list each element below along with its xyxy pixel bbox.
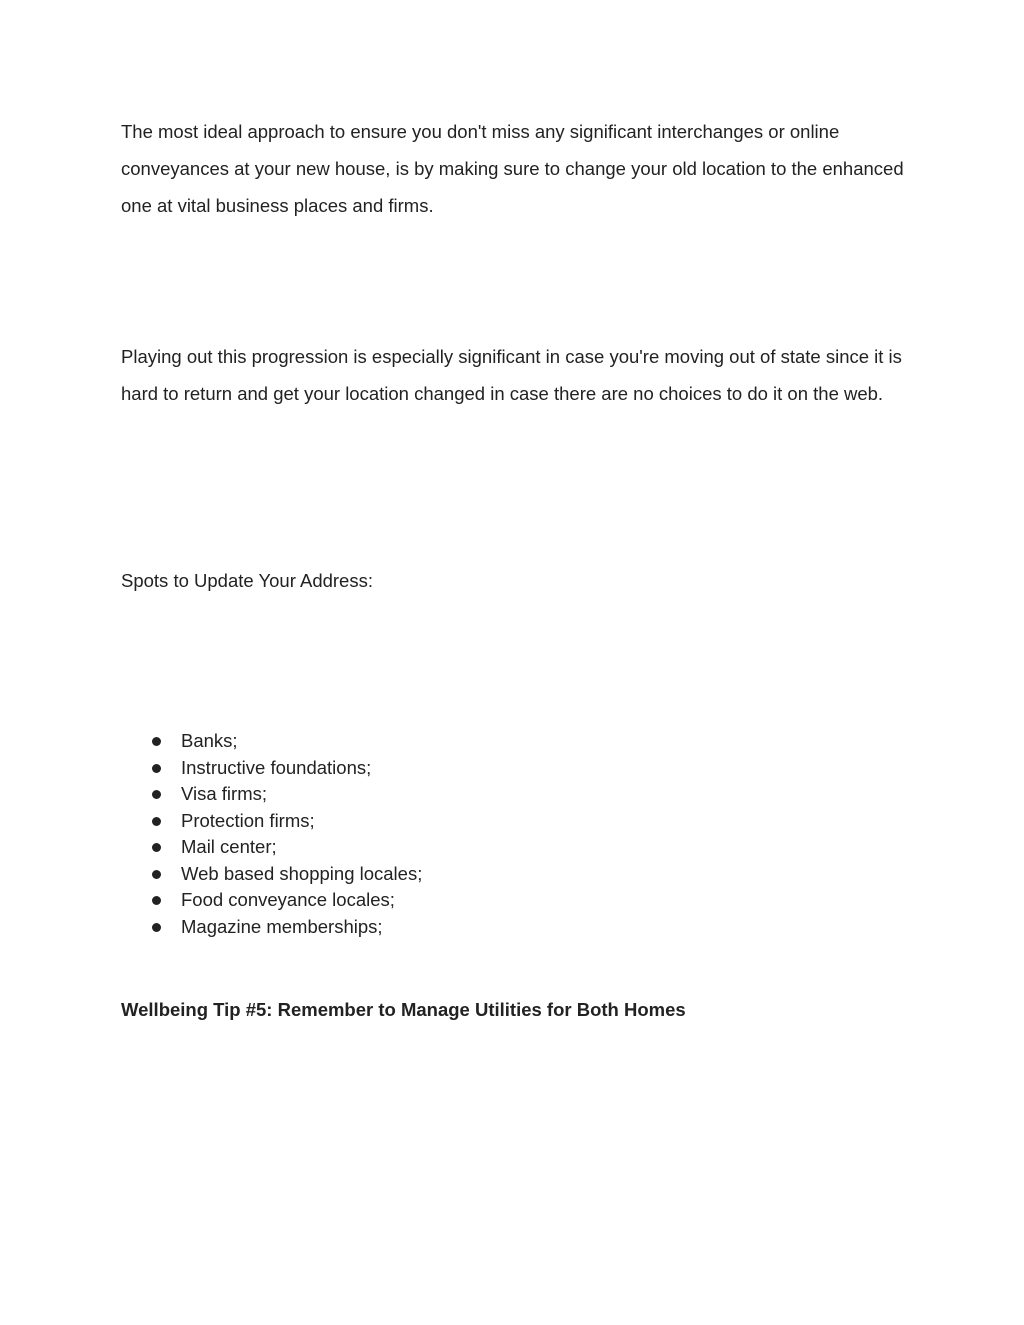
list-item: [121, 887, 422, 914]
list-item-text: Instructive foundations;: [181, 756, 372, 778]
list-item: [121, 781, 422, 808]
paragraph-address-change: The most ideal approach to ensure you don't miss any significant interchanges or online conveyances at your new house, is by making sure to change your old location to the enhanced one at vital business places and firms.: [121, 121, 904, 216]
bullet-icon: [152, 764, 161, 773]
list-item-text: Web based shopping locales;: [181, 862, 423, 884]
list-item-text: Visa firms;: [181, 783, 268, 804]
paragraph-moving-out-of-state: Playing out this progression is especially significant in case you're moving out of state since it is hard to return and get your location changed in case there are no choices to do it on the web.: [121, 346, 902, 404]
bullet-icon: [152, 843, 161, 852]
list-item-text: Food conveyance locales;: [181, 889, 395, 910]
list-item: [121, 728, 422, 755]
bullet-icon: [152, 896, 161, 905]
bullet-icon: [152, 817, 161, 826]
bullet-icon: [152, 870, 161, 879]
bullet-icon: [152, 923, 161, 932]
bullet-icon: [152, 790, 161, 799]
list-item: [121, 808, 422, 835]
section-heading: Wellbeing Tip #5: Remember to Manage Utilities for Both Homes: [121, 999, 686, 1020]
list-item-text: Magazine memberships;: [181, 915, 383, 937]
list-item: [121, 834, 422, 861]
list-item: [121, 914, 422, 941]
list-item: [121, 861, 422, 888]
bullet-icon: [152, 737, 161, 746]
paragraph-spots-intro: Spots to Update Your Address:: [121, 570, 373, 591]
list-item-text: Protection firms;: [181, 809, 315, 831]
list-item-text: Banks;: [181, 730, 238, 751]
address-update-list: [121, 728, 422, 940]
list-item-text: Mail center;: [181, 836, 277, 857]
list-item: [121, 755, 422, 782]
